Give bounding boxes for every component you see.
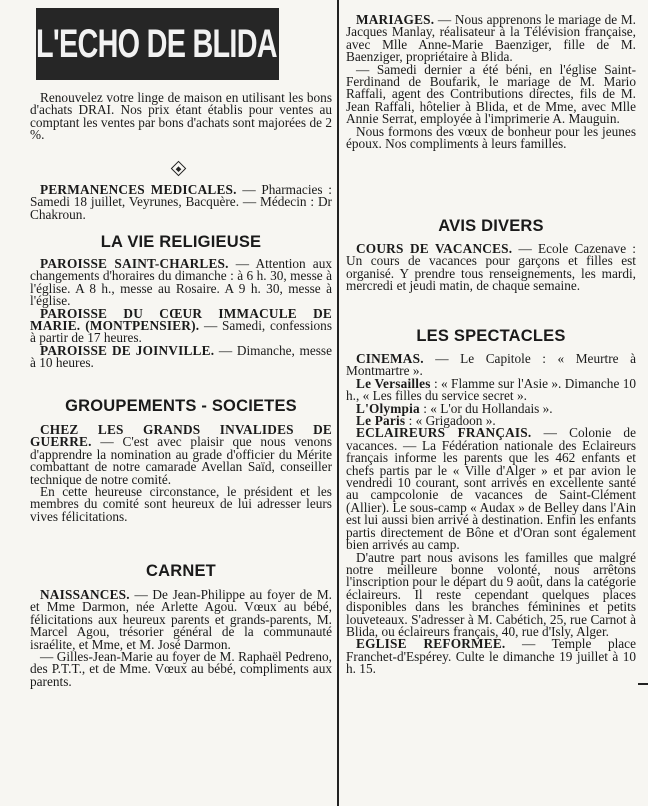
invalides-text-2: En cette heureuse circonstance, le président et les membres du comité sont heureux de lui adresser leurs vives félicitations. <box>30 484 332 524</box>
heading-vie-religieuse <box>30 233 332 252</box>
mariages-text-3: Nous formons des vœux de bonheur pour les jeunes époux. Nos compliments à leurs familles. <box>346 123 636 152</box>
mariages-article <box>346 14 636 150</box>
heading-carnet <box>30 562 332 581</box>
coeur-title: PAROISSE DU CŒUR IMMACULE DE MARIE. (MONTPENSIER). <box>30 305 332 334</box>
charles-article <box>30 258 332 370</box>
margin-mark <box>638 683 648 685</box>
cours-text: — Ecole Cazenave : Un cours de vacances pour garçons et filles est organisé. Y prendre tous renseignements, les mardi, mercredi et jeudi matin, de chaque semaine. <box>346 241 636 294</box>
section-heading: GROUPEMENTS - SOCIETES <box>65 397 297 415</box>
charles-title: PAROISSE SAINT-CHARLES. <box>40 256 229 271</box>
naissances-article <box>30 589 332 688</box>
mariages-text-2: — Samedi dernier a été béni, en l'église Saint-Ferdinand de Boufarik, le mariage de M. Mario Raffali, agent des Contributions directes, fils de M. Jean Raffali, hôtelier à Blida, et de Mme, avec Mlle Annie Serrat, employée à l'imprimerie A. Mauguin. <box>346 61 636 127</box>
invalides-text: — C'est avec plaisir que nous venons d'apprendre la nomination au grade d'officier du Mérite combattant de notre camarade Avellan Saïd, conseiller technique de notre comité. <box>30 434 332 487</box>
paris-title: Le Paris <box>356 413 406 429</box>
naissances-text: — De Jean-Philippe au foyer de M. et Mme Darmon, née Arlette Agou. Vœux au bébé, félicitations aux heureux parents et grands-parents, M. Marcel Agou, trésorier général de la communauté israélite, et Mme, et M. José Darmon. <box>30 587 332 652</box>
ornament-diamond-icon <box>171 161 187 177</box>
coeur-text: — Samedi, confessions à partir de 17 heures. <box>30 318 333 346</box>
versailles-text: : « Flamme sur l'Asie ». Dimanche 10 h., « Les filles du service secret ». <box>346 375 636 404</box>
cinemas-title: CINEMAS. <box>356 351 424 366</box>
invalides-title: CHEZ LES GRANDS INVALIDES DE GUERRE. <box>30 422 332 450</box>
column-rule <box>337 0 339 806</box>
charles-text: — Attention aux changements d'horaires du dimanche : à 6 h. 30, messe à l'église. A 8 h., messe au Rosaire. A 9 h. 30, messe à l'église. <box>30 256 332 309</box>
section-heading: LES SPECTACLES <box>416 327 566 345</box>
heading-groupements <box>30 397 332 416</box>
heading-avis-divers <box>346 217 636 236</box>
section-heading: LA VIE RELIGIEUSE <box>100 233 262 251</box>
olympia-title: L'Olympia <box>356 400 420 416</box>
masthead-title: L'ECHO DE BLIDA <box>36 8 211 80</box>
cours-title: COURS DE VACANCES. <box>356 241 513 256</box>
intro-notice <box>30 92 332 142</box>
eclaireurs-text-2: D'autre part nous avisons les familles que malgré notre meilleure bonne volonté, nous arrêtons l'inscription pour le départ du 9 août, dans la catégorie éclaireurs. Il reste cependant quelques places disponibles dans les branches féminines et petits louveteaux. S'adresser à M. Cabétich, 25, rue Carnot à Blida, ou éclaireurs français, 40, rue d'Isly, Alger. <box>346 549 636 639</box>
invalides-article <box>30 424 332 523</box>
eglise-title: EGLISE REFORMEE. <box>356 636 506 652</box>
permanences-article <box>30 184 332 221</box>
cours-article <box>346 243 636 293</box>
paris-text: : « Grigadoon ». <box>405 413 496 429</box>
naissances-title: NAISSANCES. <box>40 587 130 602</box>
cinemas-text: — Le Capitole : « Meurtre à Montmartre ». <box>346 351 636 379</box>
mariages-text: — Nous apprenons le mariage de M. Jacques Manlay, réalisateur à la Télévision française, avec Mlle Anne-Marie Baenziger, fille de M. Baenziger, propriétaire à Blida. <box>346 12 636 65</box>
joinville-text: — Dimanche, messe à 10 heures. <box>30 342 332 371</box>
spectacles-article <box>346 353 636 676</box>
mariages-title: MARIAGES. <box>356 12 435 27</box>
permanences-title: PERMANENCES MEDICALES. <box>40 182 237 197</box>
intro-text: Renouvelez votre linge de maison en utilisant les bons d'achats DRAI. Nos prix étant établis pour ventes au comptant les ventes par bons d'achats sont majorées de 2 %. <box>30 90 332 143</box>
eclaireurs-title: ECLAIREURS FRANÇAIS. <box>356 425 532 441</box>
eglise-text: — Temple place Franchet-d'Espérey. Culte le dimanche 19 juillet à 10 h. 15. <box>346 636 636 677</box>
joinville-title: PAROISSE DE JOINVILLE. <box>40 342 215 358</box>
eclaireurs-text: — Colonie de vacances. — La Fédération nationale des Eclaireurs français informe les parents que les 462 enfants et chefs partis par le « Ville d'Alger » et par avion le vendredi 10 courant, sont arrivés en excellente santé au campcolonie de vacances de Saint-Clément (Allier). Le sous-camp « Audax » de Belley dans l'Ain est lui aussi bien arrivé à destination. Enfin les enfants partis directement de Bône et d'Oran sont également bien arrivés au camp. <box>346 425 636 553</box>
naissances-text-2: — Gilles-Jean-Marie au foyer de M. Raphaël Pedreno, des P.T.T., et de Mme. Vœux au bébé, compliments aux parents. <box>30 649 332 689</box>
section-heading: CARNET <box>146 562 216 580</box>
versailles-title: Le Versailles <box>356 375 431 391</box>
heading-spectacles <box>346 327 636 346</box>
section-heading: AVIS DIVERS <box>438 217 544 235</box>
permanences-text: — Pharmacies : Samedi 18 juillet, Veyrunes, Bacquère. — Médecin : Dr Chakroun. <box>30 182 332 222</box>
olympia-text: : « L'or du Hollandais ». <box>419 400 553 416</box>
